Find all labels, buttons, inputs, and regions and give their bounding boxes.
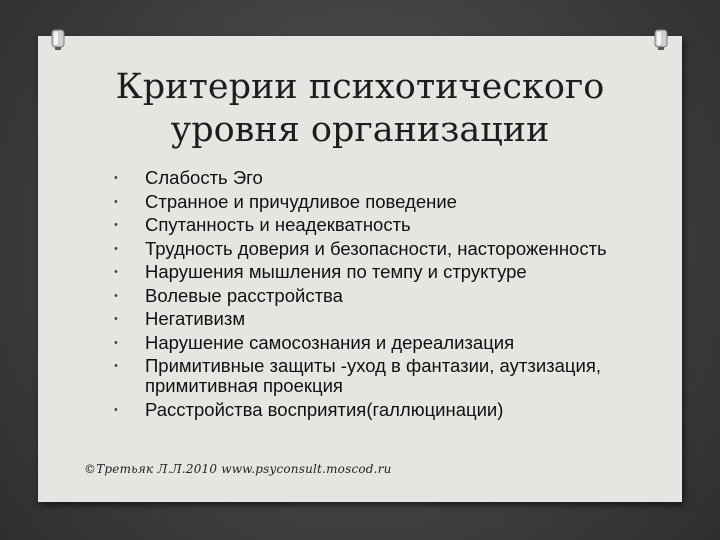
list-item (110, 333, 630, 353)
list-item (110, 192, 630, 212)
bullet-icon: • (114, 403, 118, 416)
list-item (110, 356, 630, 396)
slide-title (80, 66, 640, 152)
list-item-text: Трудность доверия и безопасности, настороженность (145, 237, 607, 259)
list-item (110, 168, 630, 188)
list-item-text: Слабость Эго (145, 167, 263, 188)
bullet-icon: • (114, 313, 118, 325)
bullet-icon: • (114, 336, 118, 349)
list-item-text: Негативизм (145, 308, 246, 329)
bullet-list (110, 168, 630, 423)
list-item-text: Нарушения мышления по темпу и структуре (145, 261, 527, 282)
list-item-text: Расстройства восприятия(галлюцинации) (145, 398, 504, 420)
list-item-text: Спутанность и неадекватность (145, 214, 411, 235)
list-item (110, 239, 630, 259)
list-item (110, 400, 630, 420)
list-item (110, 286, 630, 306)
pushpin-left-icon (48, 28, 68, 50)
bullet-icon: • (114, 172, 118, 184)
list-item-text: Нарушение самосознания и дереализация (145, 331, 515, 353)
list-item-text: Волевые расстройства (145, 284, 343, 306)
slide-title-line-1: Критерии психотического (115, 67, 605, 107)
bullet-icon: • (114, 360, 118, 372)
slide-title-line-2: уровня организации (170, 110, 550, 150)
copyright-credit: ©Третьяк Л.Л.2010 www.psyconsult.moscod.ru (84, 462, 392, 476)
bullet-icon: • (114, 219, 118, 231)
pushpin-right-icon (651, 28, 671, 50)
bullet-icon: • (114, 195, 118, 208)
bullet-icon: • (114, 266, 118, 278)
list-item-text: Примитивные защиты -уход в фантазии, аутзизация, примитивная проекция (145, 355, 602, 396)
list-item (110, 215, 630, 235)
list-item-text: Странное и причудливое поведение (145, 190, 457, 212)
list-item (110, 309, 630, 329)
bullet-icon: • (114, 289, 118, 302)
list-item (110, 262, 630, 282)
bullet-icon: • (114, 242, 118, 255)
